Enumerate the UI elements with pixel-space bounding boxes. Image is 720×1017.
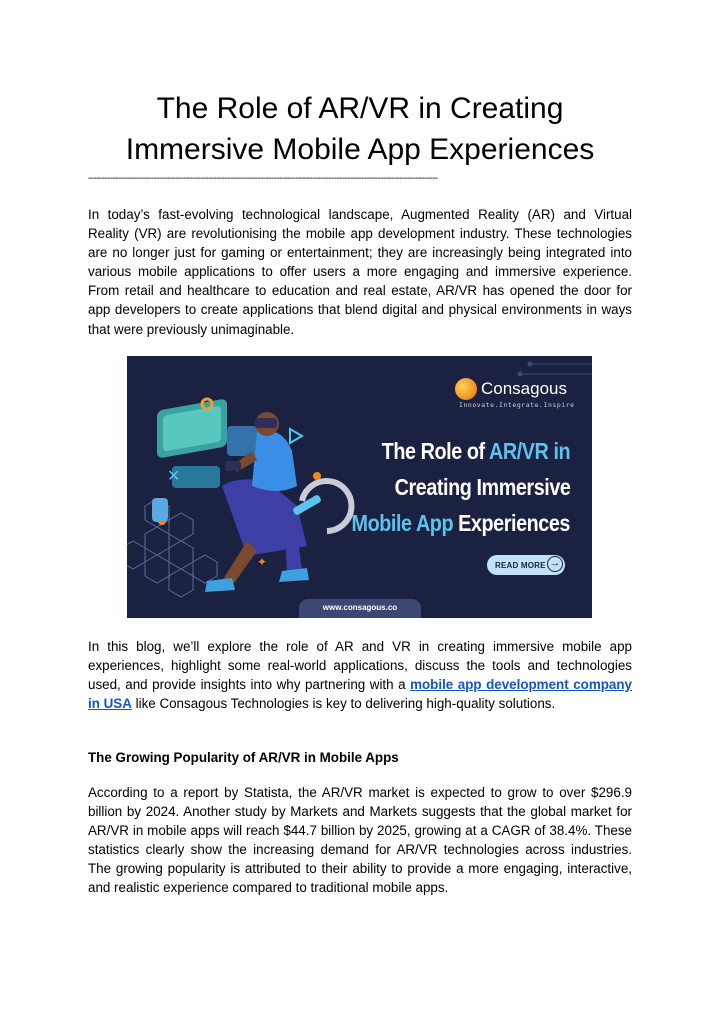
brand-tagline: Innovate.Integrate.Inspire	[459, 401, 575, 409]
banner-heading-line-1	[382, 436, 570, 466]
title-line-2: Immersive Mobile App Experiences	[125, 133, 595, 166]
svg-text:✦: ✦	[257, 555, 268, 569]
p2-text-before: In this blog, we’ll explore the role of AR and VR in creating immersive mobile app experiences, highlight some real-world applications, discuss the tools and technologies used, and provide insights into why partnering with a	[88, 639, 632, 693]
brand-name: Consagous	[481, 379, 568, 398]
banner-heading-1b: AR/VR in	[488, 438, 570, 464]
read-more-button	[487, 555, 565, 575]
hero-banner-image	[127, 356, 592, 618]
consagous-logo	[455, 378, 567, 400]
intro-paragraph: In today’s fast-evolving technological landscape, Augmented Reality (AR) and Virtual Reality (VR) are revolutionising the mobile app development industry. These technologies are no longer just for gaming or entertainment; they are increasingly being integrated into various mobile applications to offer users a more engaging and immersive experience. From retail and healthcare to education and real estate, AR/VR has opened the door for app developers to create applications that blend digital and physical environments in ways that were previously unimaginable.	[88, 207, 632, 337]
read-more-label: READ MORE	[495, 560, 546, 570]
banner-heading-1a: The Role of	[381, 438, 489, 464]
arrow-right-icon: →	[547, 556, 563, 572]
website-url: www.consagous.co	[299, 599, 421, 618]
banner-heading-line-2: Creating Immersive	[394, 474, 570, 500]
mobile-app-company-link[interactable]: mobile app development company in USA	[88, 677, 632, 712]
title-line-1: The Role of AR/VR in Creating	[156, 92, 564, 125]
dashed-divider: --------------------------------------------------------------------------------------------------------------------------------	[88, 173, 438, 184]
section-heading: The Growing Popularity of AR/VR in Mobile Apps	[88, 750, 399, 765]
blog-overview-paragraph	[88, 637, 632, 713]
banner-heading-line-3	[352, 508, 570, 538]
banner-heading-3b: Experiences	[453, 510, 570, 536]
p2-text-after: like Consagous Technologies is key to delivering high-quality solutions.	[131, 696, 556, 712]
market-stats-paragraph: According to a report by Statista, the AR/VR market is expected to grow to over $296.9 billion by 2024. Another study by Markets and Markets suggests that the global market for AR/VR in mobile apps will reach $44.7 billion by 2025, growing at a CAGR of 38.4%. These statistics clearly show the increasing demand for AR/VR technologies across industries. The growing popularity is attributed to their ability to provide a more engaging, interactive, and realistic experience compared to traditional mobile apps.	[88, 785, 632, 896]
svg-text:✕: ✕	[167, 466, 181, 485]
consagous-logo-mark-icon	[455, 378, 477, 400]
banner-heading-3a: Mobile App	[351, 510, 454, 536]
page-title	[60, 88, 660, 170]
